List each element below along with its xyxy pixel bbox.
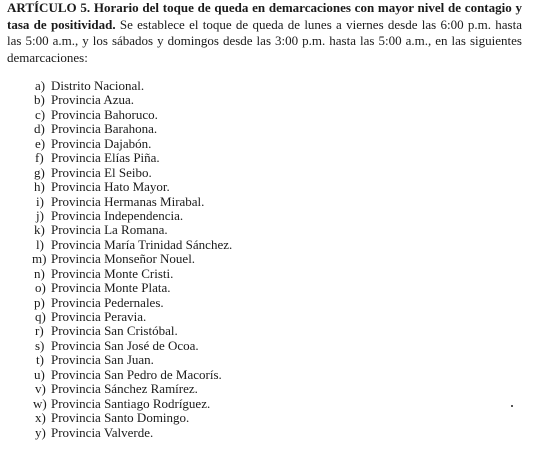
list-item-letter: t) <box>36 352 44 368</box>
list-item <box>0 195 541 209</box>
list-item-name: Provincia María Trinidad Sánchez. <box>51 236 233 252</box>
list-item <box>0 411 541 425</box>
list-item-name: Provincia San Juan. <box>51 352 154 368</box>
list-item-letter: f) <box>35 150 44 166</box>
list-item-name: Provincia Azua. <box>51 92 135 108</box>
list-item-letter: b) <box>34 92 45 108</box>
list-item-letter: x) <box>35 410 46 426</box>
list-item-name: Provincia Monte Plata. <box>51 280 171 296</box>
list-item-name: Provincia Santiago Rodríguez. <box>51 395 211 411</box>
list-item <box>0 137 541 151</box>
list-item-name: Provincia Hato Mayor. <box>51 179 170 195</box>
list-item-letter: d) <box>34 121 45 137</box>
list-item-letter: g) <box>34 164 45 180</box>
list-item-letter: s) <box>35 337 45 353</box>
list-item <box>0 122 541 136</box>
list-item-name: Provincia Dajabón. <box>51 135 152 151</box>
list-item-name: Provincia Elías Piña. <box>51 150 160 166</box>
list-item <box>0 151 541 165</box>
list-item <box>0 426 541 440</box>
list-item-name: Provincia Peravia. <box>51 309 147 324</box>
list-item-letter: w) <box>33 395 47 411</box>
list-item <box>0 382 541 396</box>
list-item <box>0 397 541 411</box>
list-item-name: Provincia Sánchez Ramírez. <box>51 381 198 397</box>
list-item-letter: i) <box>36 193 44 209</box>
list-item-name: Provincia Hermanas Mirabal. <box>51 193 205 209</box>
list-item-letter: k) <box>34 222 45 238</box>
list-item <box>0 108 541 122</box>
scan-speck <box>511 405 513 407</box>
list-item <box>0 339 541 353</box>
demarcaciones-list <box>0 79 541 440</box>
list-item <box>0 180 541 194</box>
list-item <box>0 281 541 295</box>
list-item-letter: h) <box>34 179 45 195</box>
list-item-name: Provincia Bahoruco. <box>51 106 158 122</box>
list-item-letter: j) <box>36 207 44 223</box>
list-item <box>0 209 541 223</box>
list-item-letter: y) <box>35 424 46 440</box>
list-item-name: Provincia San José de Ocoa. <box>51 337 199 353</box>
list-item-letter: n) <box>34 265 45 281</box>
list-item <box>0 223 541 237</box>
list-item <box>0 166 541 180</box>
list-item-name: Provincia El Seibo. <box>51 164 152 180</box>
list-item-name: Provincia La Romana. <box>51 222 168 238</box>
list-item-letter: l) <box>36 236 44 252</box>
list-item <box>0 324 541 338</box>
list-item-name: Provincia Santo Domingo. <box>51 410 190 426</box>
list-item-letter: r) <box>35 323 44 339</box>
article-body: Se establece el toque de queda de lunes a viernes desde las 6:00 p.m. hasta las 5:00 a.m., y los sábados y domingos desde las 3:00 p.m. hasta las 5:00 a.m., en las siguientes demarcaciones: <box>7 16 522 65</box>
list-item <box>0 353 541 367</box>
list-item-name: Provincia Independencia. <box>51 207 184 223</box>
article-heading: ARTÍCULO 5. Horario del toque de queda en demarcaciones con mayor nivel de contagio y tasa de positividad. <box>7 0 522 32</box>
list-item-name: Provincia San Cristóbal. <box>51 323 178 339</box>
list-item-letter: p) <box>34 294 45 310</box>
list-item-letter: v) <box>35 381 46 397</box>
list-item <box>0 368 541 382</box>
list-item-name: Provincia Monte Cristi. <box>51 265 174 281</box>
list-item-name: Distrito Nacional. <box>51 78 145 93</box>
list-item-letter: o) <box>35 280 46 296</box>
list-item-letter: e) <box>35 135 46 151</box>
list-item <box>0 93 541 107</box>
list-item-letter: c) <box>35 106 46 122</box>
list-item-letter: u) <box>34 366 45 382</box>
list-item-letter: a) <box>35 78 46 93</box>
article-paragraph <box>7 0 522 66</box>
list-item-name: Provincia Pedernales. <box>51 294 164 310</box>
list-item-name: Provincia Barahona. <box>51 121 158 137</box>
list-item-name: Provincia San Pedro de Macorís. <box>51 366 222 382</box>
list-item-letter: q) <box>35 309 46 324</box>
list-item <box>0 252 541 266</box>
list-item-name: Provincia Valverde. <box>51 424 154 440</box>
list-item <box>0 238 541 252</box>
list-item <box>0 310 541 324</box>
list-item <box>0 267 541 281</box>
list-item <box>0 79 541 93</box>
list-item-letter: m) <box>32 251 47 267</box>
list-item-name: Provincia Monseñor Nouel. <box>51 251 196 267</box>
list-item <box>0 296 541 310</box>
